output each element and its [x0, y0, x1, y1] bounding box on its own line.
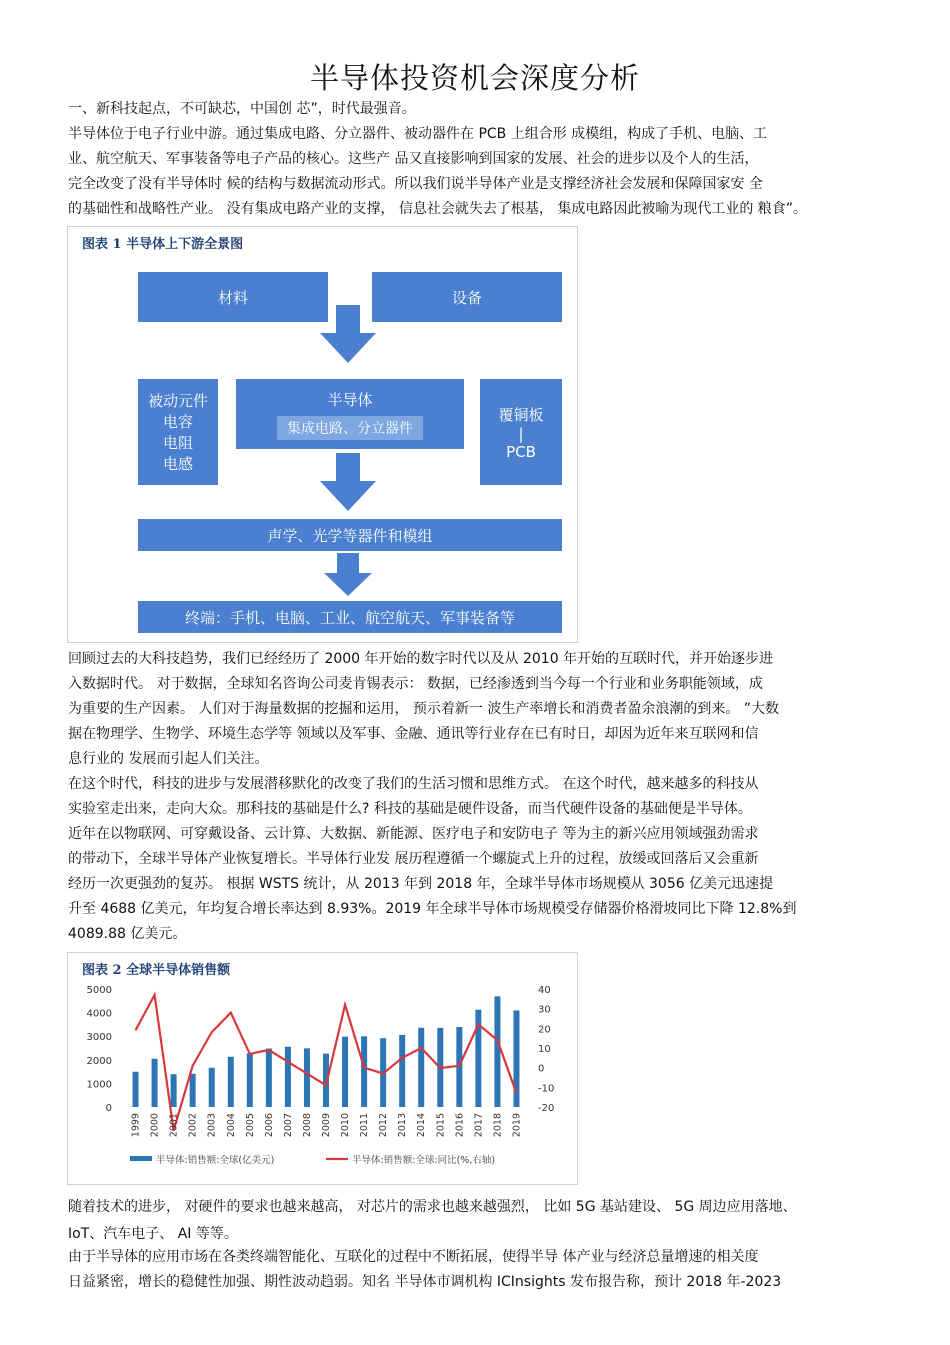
x-tick-label: 2003: [206, 1113, 218, 1138]
x-tick-label: 2000: [149, 1113, 161, 1138]
pcb-label: PCB: [506, 442, 536, 461]
materials-block: [138, 272, 328, 322]
x-tick-label: 2007: [282, 1113, 294, 1138]
x-tick-label: 2005: [244, 1113, 256, 1138]
chart-bar: [285, 1047, 291, 1107]
x-tick-label: 2012: [378, 1113, 390, 1138]
text-line: 为重要的生产因素。 人们对于海量数据的挖掘和运用， 预示着新一 波生产率增长和消费者盈余浪潮的到来。 ”大数: [68, 701, 780, 717]
y-right-tick-label: 20: [538, 1024, 551, 1036]
chart-bar: [228, 1057, 234, 1107]
terminal-block: [138, 601, 562, 633]
x-tick-label: 2010: [340, 1113, 352, 1138]
equipment-label: 设备: [451, 288, 482, 307]
x-tick-label: 2013: [397, 1113, 409, 1138]
modules-block: [138, 519, 562, 551]
text-line: 日益紧密，增长的稳健性加强、期性波动趋弱。知名 半导体市调机构 ICInsights 发布报告称，预计 2018 年-2023: [68, 1274, 782, 1290]
chart-bar: [361, 1036, 367, 1107]
x-tick-label: 2019: [511, 1113, 523, 1138]
down-arrow-icon: [318, 305, 378, 365]
chart-bar: [152, 1059, 158, 1107]
legend-label-line: 半导体:销售额:全球:同比(%,右轴): [352, 1155, 496, 1166]
passive-item: 电阻: [162, 434, 193, 452]
down-arrow-icon: [322, 553, 374, 597]
x-tick-label: 1999: [130, 1113, 142, 1138]
chart-bar: [418, 1028, 424, 1107]
chart-bar: [304, 1048, 310, 1107]
passive-item: 电容: [162, 413, 193, 431]
y-right-tick-label: 40: [538, 985, 551, 996]
text-line: 的带动下，全球半导体产业恢复增长。半导体行业发 展历程遵循一个螺旋式上升的过程，放缓或回落后又会重新: [68, 851, 759, 867]
semiconductor-title: 半导体: [327, 390, 373, 409]
chart-bar: [133, 1072, 139, 1107]
ccl-pcb-block: [480, 379, 562, 485]
text-line: 随着技术的进步， 对硬件的要求也越来越高， 对芯片的需求也越来越强烈， 比如 5G 基站建设、 5G 周边应用落地、: [68, 1199, 797, 1215]
legend-swatch-bar: [130, 1156, 152, 1161]
y-left-tick-label: 1000: [86, 1079, 112, 1091]
x-tick-label: 2006: [263, 1113, 275, 1138]
sales-chart: [68, 953, 577, 1184]
materials-label: 材料: [217, 288, 248, 307]
text-line: 在这个时代，科技的进步与发展潜移默化的改变了我们的生活习惯和思维方式。 在这个时代，越来越多的科技从: [68, 776, 759, 792]
x-tick-label: 2018: [492, 1113, 504, 1138]
x-tick-label: 2017: [473, 1113, 485, 1138]
text-line: 近年在以物联网、可穿戴设备、云计算、大数据、新能源、医疗电子和安防电子 等为主的新兴应用领域强劲需求: [68, 826, 759, 842]
x-tick-label: 2002: [187, 1113, 199, 1138]
text-line: 一、新科技起点，不可缺芯，中国创 芯”，时代最强音。: [68, 101, 416, 117]
x-tick-label: 2001: [168, 1113, 180, 1138]
text-line: 升至 4688 亿美元，年均复合增长率达到 8.93%。2019 年全球半导体市场规模受存储器价格滑坡同比下降 12.8%到: [68, 901, 797, 917]
y-left-tick-label: 2000: [86, 1055, 112, 1067]
text-line: 入数据时代。 对于数据，全球知名咨询公司麦肯锡表示： 数据，已经渗透到当今每一个行业和业务职能领域，成: [68, 676, 763, 692]
page-title: 半导体投资机会深度分析: [309, 61, 640, 95]
y-right-tick-label: 30: [538, 1004, 551, 1016]
text-line: IoT、汽车电子、 AI 等等。: [68, 1226, 238, 1242]
x-tick-label: 2009: [321, 1113, 332, 1138]
text-line: 实验室走出来，走向大众。那科技的基础是什么? 科技的基础是硬件设备，而当代硬件设备的基础便是半导体。: [68, 801, 752, 817]
figure-caption: 图表 2 全球半导体销售额: [82, 963, 231, 978]
y-right-tick-label: -20: [538, 1103, 555, 1114]
y-right-tick-label: 0: [538, 1063, 545, 1075]
chart-bar: [342, 1037, 348, 1107]
x-tick-label: 2008: [301, 1113, 313, 1138]
y-left-tick-label: 3000: [86, 1032, 112, 1044]
y-right-tick-label: -10: [538, 1083, 555, 1095]
text-line: 业、航空航天、军事装备等电子产品的核心。这些产 品又直接影响到国家的发展、社会的进步以及个人的生活，: [68, 151, 759, 167]
figure-caption: 图表 1 半导体上下游全景图: [82, 237, 244, 252]
passive-item: 电感: [162, 455, 193, 473]
chart-bar: [171, 1074, 177, 1107]
text-line: 据在物理学、生物学、环境生态学等 领域以及军事、金融、通讯等行业存在已有时日，却因为近年来互联网和信: [68, 726, 759, 742]
text-line: 回顾过去的大科技趋势，我们已经经历了 2000 年开始的数字时代以及从 2010 年开始的互联时代，并开始逐步进: [68, 651, 774, 667]
chart-bar: [247, 1053, 253, 1107]
equipment-block: [372, 272, 562, 322]
chart-bar: [399, 1035, 405, 1107]
text-line: 半导体位于电子行业中游。通过集成电路、分立器件、被动器件在 PCB 上组合形 成模组，构成了手机、电脑、工: [68, 126, 768, 142]
figure-sales-chart: [67, 952, 578, 1185]
semiconductor-block: [236, 379, 464, 449]
terminal-label: 终端：手机、电脑、工业、航空航天、军事装备等: [184, 608, 515, 627]
passive-title: 被动元件: [147, 392, 208, 410]
text-line: 4089.88 亿美元。: [68, 926, 187, 942]
ccl-separator: |: [518, 424, 524, 443]
down-arrow-icon: [318, 453, 378, 513]
text-line: 的基础性和战略性产业。 没有集成电路产业的支撑， 信息社会就失去了根基， 集成电路因此被喻为现代工业的 粮食”。: [68, 201, 808, 217]
y-right-tick-label: 10: [538, 1044, 551, 1055]
y-left-tick-label: 5000: [86, 985, 112, 996]
passive-components-block: [138, 379, 218, 485]
text-line: 经历一次更强劲的复苏。 根据 WSTS 统计，从 2013 年到 2018 年，全球半导体市场规模从 3056 亿美元迅速提: [68, 876, 774, 892]
chart-bar: [209, 1068, 215, 1107]
x-tick-label: 2016: [454, 1113, 466, 1138]
x-tick-label: 2014: [416, 1113, 428, 1138]
figure-supply-chain: [67, 226, 578, 643]
ccl-title: 覆铜板: [498, 405, 544, 424]
modules-label: 声学、光学等器件和模组: [267, 526, 433, 545]
text-line: 完全改变了没有半导体时 候的结构与数据流动形式。所以我们说半导体产业是支撑经济社会发展和保障国家安 全: [68, 176, 763, 192]
y-left-tick-label: 0: [105, 1103, 112, 1114]
chart-bar: [190, 1074, 196, 1107]
y-left-tick-label: 4000: [86, 1008, 112, 1020]
x-tick-label: 2015: [435, 1113, 447, 1138]
chart-bar: [494, 996, 500, 1107]
x-tick-label: 2004: [225, 1113, 237, 1138]
legend-label-bar: 半导体:销售额:全球(亿美元): [156, 1155, 275, 1166]
semiconductor-subtitle: 集成电路、分立器件: [277, 416, 423, 440]
text-line: 息行业的 发展而引起人们关注。: [68, 751, 269, 767]
x-tick-label: 2011: [359, 1113, 371, 1138]
chart-bar: [266, 1049, 272, 1107]
text-line: 由于半导体的应用市场在各类终端智能化、互联化的过程中不断拓展，使得半导 体产业与经济总量增速的相关度: [68, 1249, 759, 1265]
